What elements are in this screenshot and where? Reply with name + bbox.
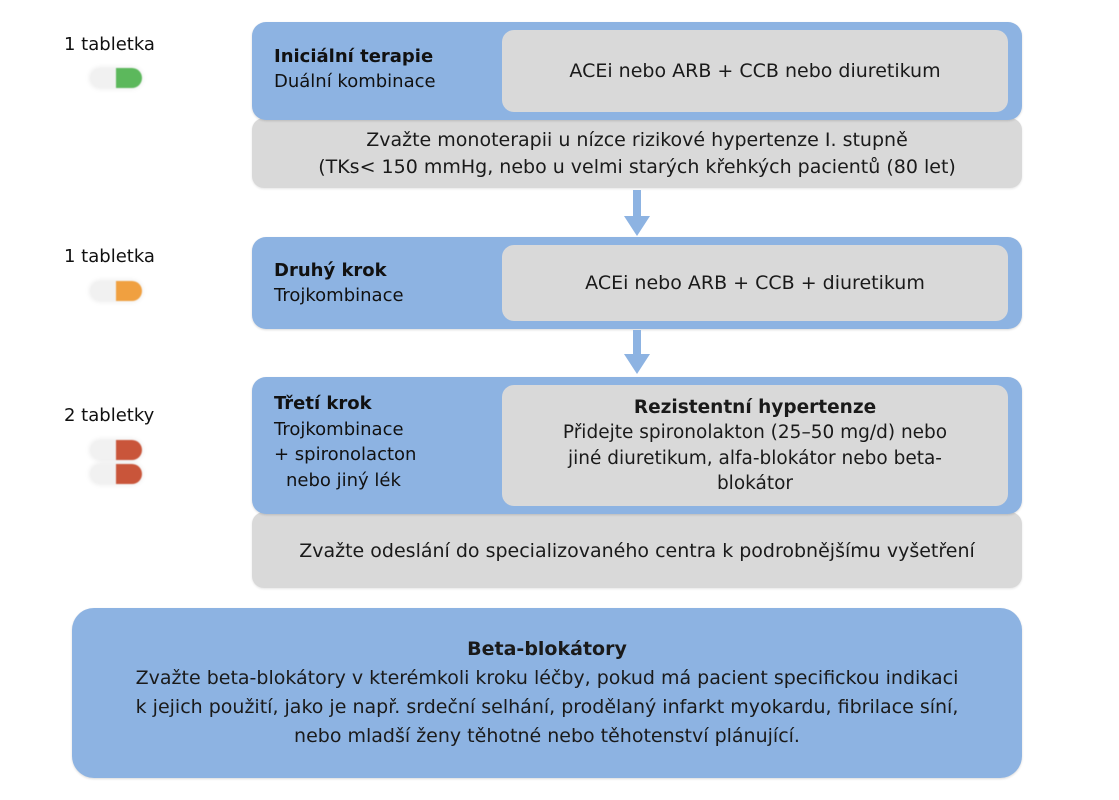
step-3-drug-line-1: Přidejte spironolakton (25–50 mg/d) nebo — [562, 422, 948, 443]
step-3-subtitle-line-2: + spironolacton — [274, 444, 417, 465]
step-2-drug-text: ACEi nebo ARB + CCB + diuretikum — [585, 272, 925, 294]
red-pill-icon — [90, 464, 142, 484]
step-3-box — [252, 377, 1022, 514]
arrow-down-icon — [622, 190, 652, 238]
step-3-title-text: Třetí krok — [274, 393, 372, 414]
step-2-drug-box — [502, 245, 1008, 321]
step-2-title — [274, 258, 404, 308]
beta-blockers-title: Beta-blokátory — [467, 638, 627, 660]
step-1-subtitle: Duální kombinace — [274, 71, 436, 92]
step-3-drug-line-2: jiné diuretikum, alfa-blokátor nebo beta- — [568, 447, 942, 469]
green-pill-icon — [90, 68, 142, 88]
step-3-drug-line-3: blokátor — [716, 473, 794, 494]
step-2-tablet-label: 1 tabletka — [64, 246, 155, 267]
step-3-tablet-label: 2 tabletky — [64, 405, 155, 426]
step-1-box — [252, 22, 1022, 120]
step-1-note-line-2: (TKs< 150 mmHg, nebo u velmi starých křehkých pacientů (80 let) — [318, 156, 956, 178]
arrow-down-icon — [622, 330, 652, 376]
beta-blockers-box — [72, 608, 1022, 778]
step-1-tablet-label: 1 tabletka — [64, 34, 155, 55]
step-1-note-line-1: Zvažte monoterapii u nízce rizikové hypertenze I. stupně — [366, 129, 908, 151]
step-1-note-box — [252, 118, 1022, 188]
step-2-title-text: Druhý krok — [274, 260, 387, 281]
step-3-drug-title: Rezistentní hypertenze — [633, 396, 877, 418]
step-1-drug-box — [502, 30, 1008, 112]
step-1-title — [274, 44, 436, 94]
step-3-subtitle-line-1: Trojkombinace — [274, 418, 404, 440]
step-3-note-box — [252, 512, 1022, 588]
step-3-drug-box — [502, 385, 1008, 506]
step-2-subtitle: Trojkombinace — [274, 285, 404, 306]
step-3-title — [274, 391, 416, 493]
step-3-note-line-1: Zvažte odeslání do specializovaného centra k podrobnějšímu vyšetření — [299, 540, 975, 562]
beta-blockers-line-3: nebo mladší ženy těhotné nebo těhotenství plánující. — [294, 725, 800, 747]
step-2-box — [252, 237, 1022, 329]
beta-blockers-line-2: k jejich použití, jako je např. srdeční selhání, prodělaný infarkt myokardu, fibrilace síní, — [135, 696, 959, 718]
step-1-drug-text: ACEi nebo ARB + CCB nebo diuretikum — [569, 60, 941, 82]
orange-pill-icon — [90, 281, 142, 301]
beta-blockers-line-1: Zvažte beta-blokátory v kterémkoli kroku léčby, pokud má pacient specifickou indikaci — [135, 667, 959, 689]
step-1-title-text: Iniciální terapie — [274, 46, 434, 67]
step-3-subtitle-line-3: nebo jiný lék — [286, 469, 401, 491]
red-pill-icon — [90, 440, 142, 460]
